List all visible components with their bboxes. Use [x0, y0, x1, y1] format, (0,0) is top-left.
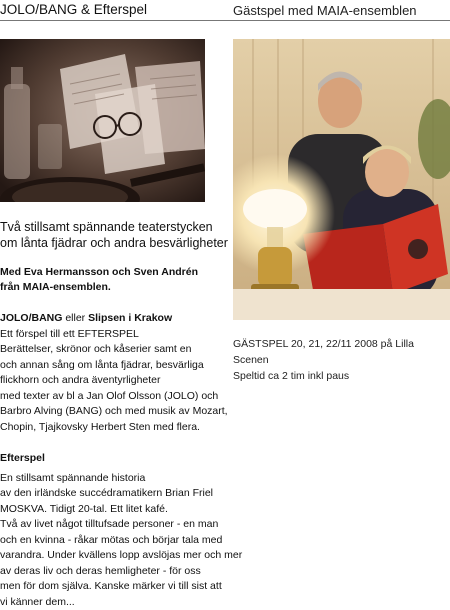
page-subtitle: Gästspel med MAIA-ensemblen [233, 3, 417, 18]
title-slipsen: Slipsen i Krakow [88, 312, 172, 324]
section-efterspel-line: MOSKVA. Tidigt 20-tal. Ett litet kafé. [0, 502, 210, 518]
section-jolo-bang-line: Ett förspel till ett EFTERSPEL [0, 327, 210, 343]
section-efterspel-line: av den irländske succédramatikern Brian Friel [0, 486, 210, 502]
still-life-illustration [0, 39, 205, 202]
actors-illustration [233, 39, 450, 320]
section-efterspel-line: och en kvinna - råkar mötas och börjar tala med [0, 533, 210, 549]
performance-dates: GÄSTSPEL 20, 21, 22/11 2008 på Lilla Scenen [233, 336, 450, 368]
performance-duration: Speltid ca 2 tim inkl paus [233, 368, 450, 384]
section-jolo-bang-line: Chopin, Tjajkovsky Herbert Sten med flera. [0, 420, 210, 436]
section-efterspel-line: av deras liv och deras hemligheter - för oss [0, 564, 210, 580]
section-jolo-bang-line: flickhorn och andra äventyrligheter [0, 373, 210, 389]
section-jolo-bang-title [0, 311, 210, 327]
actors-photo [233, 39, 450, 320]
section-jolo-bang [0, 311, 210, 435]
title-jolo-bang: JOLO/BANG [0, 312, 62, 324]
lead-line-1: Två stillsamt spännande teaterstycken [0, 219, 210, 235]
section-efterspel-line: men för dom själva. Kanske märker vi till sist att [0, 579, 210, 595]
section-efterspel-line: varandra. Under kvällens lopp avslöjas mer och mer [0, 548, 210, 564]
page-title: JOLO/BANG & Efterspel [0, 2, 147, 17]
section-efterspel-line: Två av livet något tilltufsade personer - en man [0, 517, 210, 533]
section-jolo-bang-line: och annan sång om lånta fjädrar, besvärliga [0, 358, 210, 374]
section-jolo-bang-line: med texter av bl a Jan Olof Olsson (JOLO) och [0, 389, 210, 405]
section-efterspel-title: Efterspel [0, 451, 210, 467]
credits-line-2: från MAIA-ensemblen. [0, 280, 210, 295]
credits-line-1: Med Eva Hermansson och Sven Andrén [0, 265, 210, 280]
section-jolo-bang-line: Berättelser, skrönor och kåserier samt en [0, 342, 210, 358]
still-life-photo [0, 39, 205, 202]
header-divider [0, 20, 450, 21]
performance-caption [233, 336, 450, 384]
section-efterspel-line: En stillsamt spännande historia [0, 471, 210, 487]
section-efterspel-line: vi känner dem... [0, 595, 210, 610]
title-join: eller [62, 312, 88, 324]
section-efterspel [0, 451, 210, 610]
credits [0, 265, 210, 295]
article-column [0, 219, 210, 610]
section-jolo-bang-line: Barbro Alving (BANG) och med musik av Mozart, [0, 404, 210, 420]
header-bar [0, 0, 450, 24]
lead-line-2: om lånta fjädrar och andra besvärligheter [0, 235, 210, 251]
